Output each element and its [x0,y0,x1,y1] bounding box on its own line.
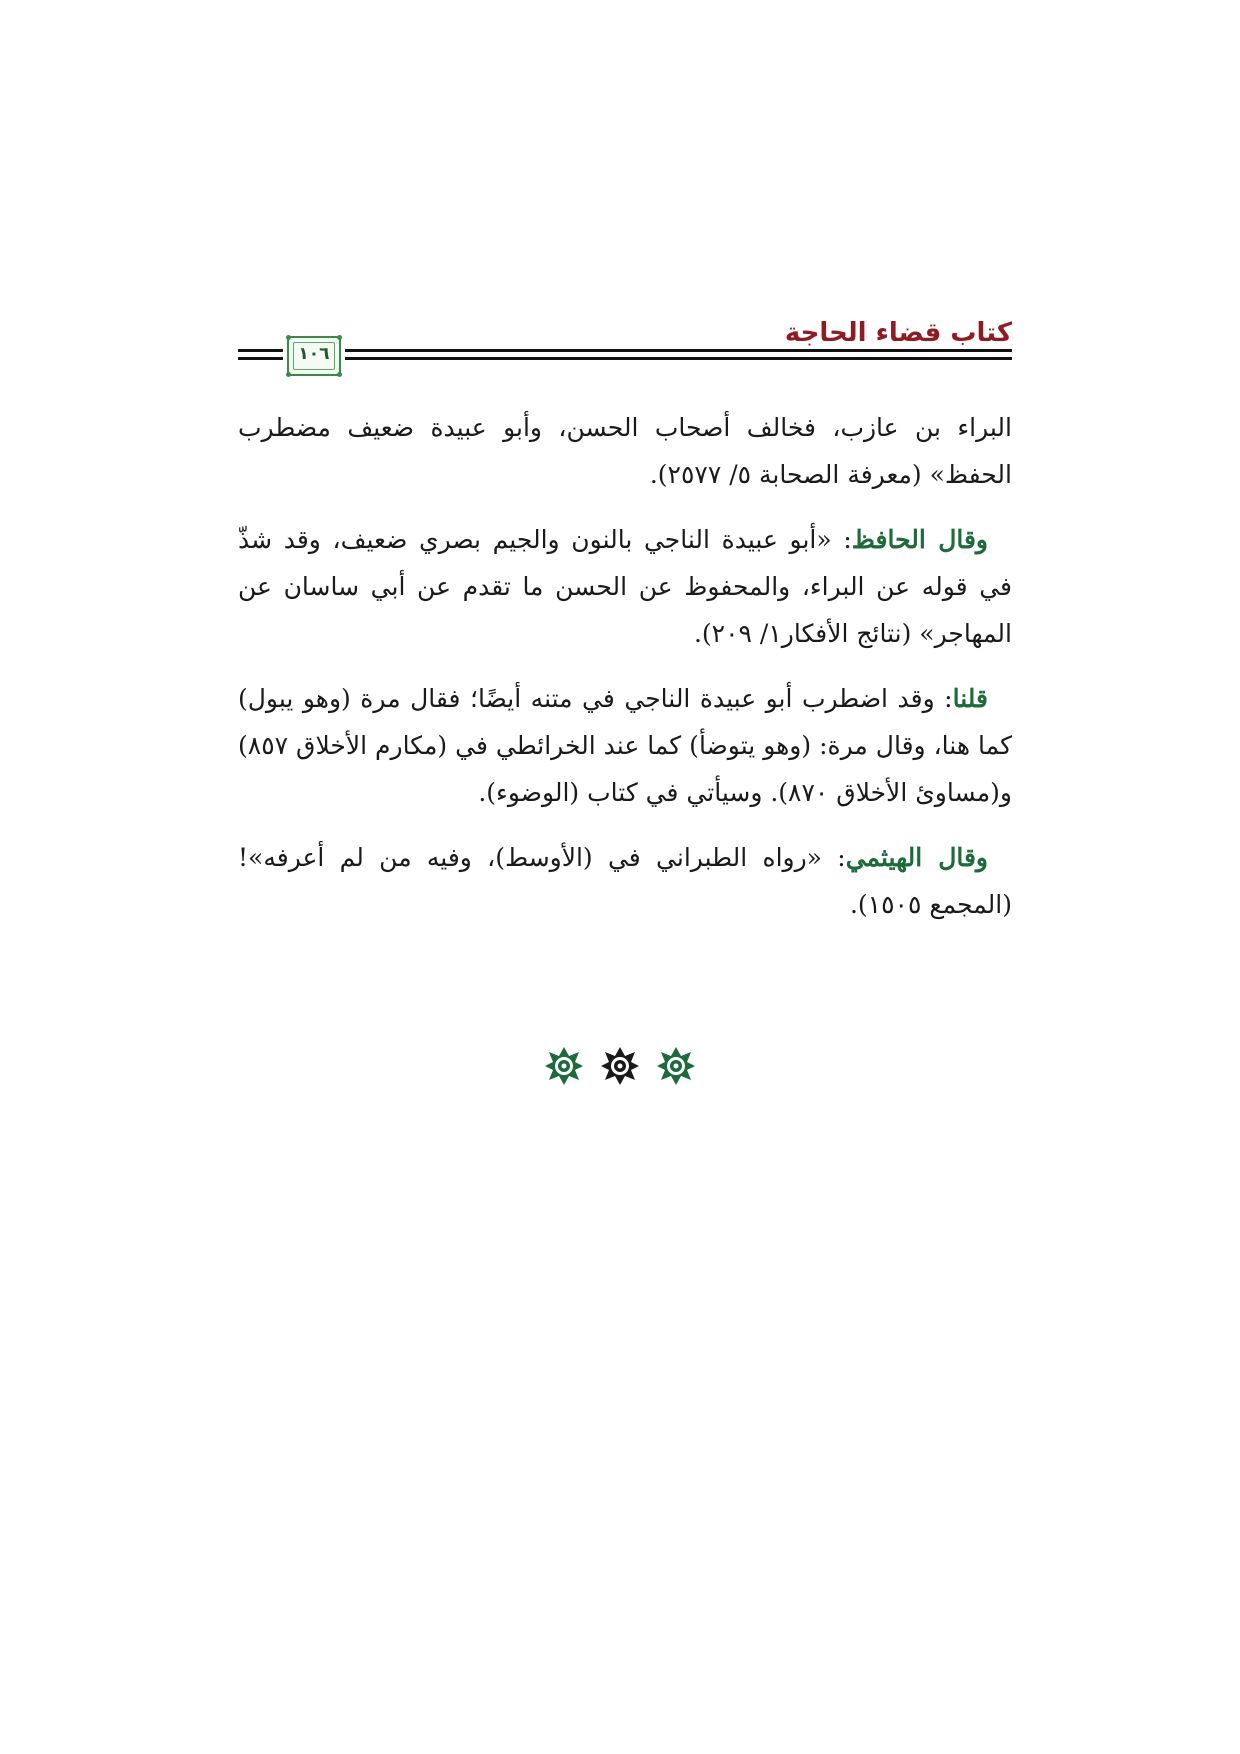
paragraph-4-lead: وقال الهيثمي [845,843,989,872]
paragraph-1 [238,404,1012,498]
header-rule-left-bottom [238,357,283,360]
paragraph-3-lead: قلنا [952,684,988,713]
book-title: كتاب قضاء الحاجة [784,318,1012,348]
paragraph-2 [238,516,1012,657]
ornament-star-icon [656,1046,696,1086]
paragraph-3-text: : وقد اضطرب أبو عبيدة الناجي في متنه أيضًا؛ فقال مرة (وهو يبول) كما هنا، وقال مرة: (وهو يتوضأ) كما عند الخرائطي في (مكارم الأخلاق ٨٥٧) و(مساوئ الأخلاق ٨٧٠). وسيأتي في كتاب (الوضوء). [238,684,1012,807]
header-rule-right-top [345,349,1012,352]
paragraph-2-text: : «أبو عبيدة الناجي بالنون والجيم بصري ضعيف، وقد شذّ في قوله عن البراء، والمحفوظ عن الحسن ما تقدم عن أبي ساسان عن المهاجر» (نتائج الأفكار١/ ٢٠٩). [238,525,1012,648]
paragraph-3 [238,675,1012,816]
body-text [238,404,1012,946]
header-rule-right-bottom [345,357,1012,360]
page-header [238,318,1012,388]
page-number: ١٠٦ [298,344,330,364]
header-rule-left-top [238,349,283,352]
paragraph-1-text: البراء بن عازب، فخالف أصحاب الحسن، وأبو عبيدة ضعيف مضطرب الحفظ» (معرفة الصحابة ٥/ ٢٥٧٧). [238,413,1012,489]
ornament-star-icon [600,1046,640,1086]
page-number-badge [287,336,341,376]
paragraph-4-text: : «رواه الطبراني في (الأوسط)، وفيه من لم أعرفه»! (المجمع ١٥٠٥). [238,843,1012,919]
paragraph-4 [238,834,1012,928]
section-end-ornaments [0,1046,1240,1090]
paragraph-2-lead: وقال الحافظ [851,525,988,554]
ornament-star-icon [544,1046,584,1086]
